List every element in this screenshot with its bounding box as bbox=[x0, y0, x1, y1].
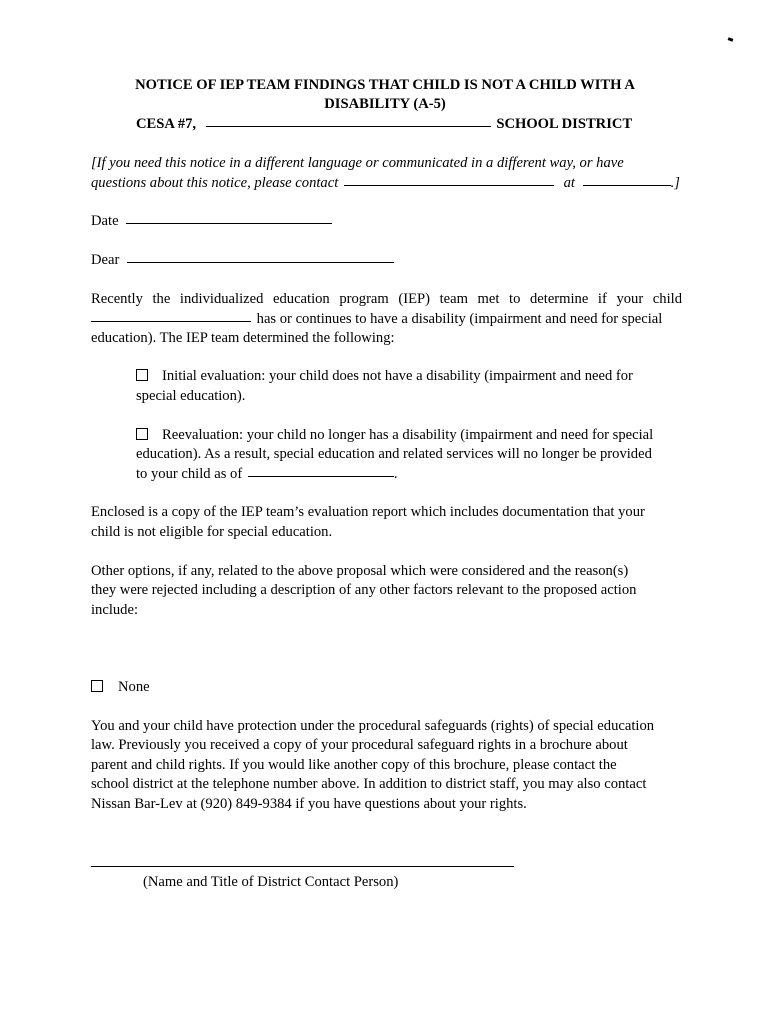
school-district-label: SCHOOL DISTRICT bbox=[496, 116, 633, 132]
other-options-line-1: Other options, if any, related to the above proposal which were considered and the reason(s) bbox=[91, 563, 629, 579]
reevaluation-checkbox[interactable] bbox=[136, 428, 148, 440]
safeguards-line-5: Nissan Bar-Lev at (920) 849-9384 if you have questions about your rights. bbox=[91, 796, 527, 812]
none-checkbox[interactable] bbox=[91, 680, 103, 692]
contact-phone-blank[interactable] bbox=[583, 184, 671, 186]
initial-evaluation-checkbox[interactable] bbox=[136, 369, 148, 381]
reevaluation-option: Reevaluation: your child no longer has a disability (impairment and need for special bbox=[136, 427, 653, 444]
intro-line-3: education). The IEP team determined the following: bbox=[91, 330, 395, 346]
language-notice-line-2: questions about this notice, please contact at .] bbox=[91, 175, 680, 191]
signature-caption: (Name and Title of District Contact Person) bbox=[143, 874, 399, 890]
language-notice-line-1: [If you need this notice in a different language or communicated in a different way, or have bbox=[91, 155, 624, 171]
other-options-line-2: they were rejected including a description of any other factors relevant to the proposed action bbox=[91, 582, 637, 598]
title-line-1: NOTICE OF IEP TEAM FINDINGS THAT CHILD IS NOT A CHILD WITH A bbox=[135, 77, 635, 93]
signature-line[interactable] bbox=[91, 866, 514, 867]
safeguards-line-2: law. Previously you received a copy of your procedural safeguard rights in a brochure about bbox=[91, 737, 628, 753]
school-district-blank[interactable] bbox=[206, 125, 491, 127]
services-end-date-blank[interactable] bbox=[248, 475, 394, 477]
cesa-line bbox=[136, 116, 632, 133]
child-name-blank[interactable] bbox=[91, 320, 251, 322]
title-line-2: DISABILITY (A-5) bbox=[324, 96, 446, 112]
none-option: None bbox=[91, 679, 150, 696]
cesa-label: CESA #7, bbox=[136, 116, 197, 132]
safeguards-line-1: You and your child have protection under the procedural safeguards (rights) of special education bbox=[91, 718, 655, 734]
enclosed-line-2: child is not eligible for special education. bbox=[91, 524, 333, 540]
reevaluation-line-2: education). As a result, special education and related services will no longer be provided bbox=[136, 446, 652, 462]
safeguards-line-4: school district at the telephone number above. In addition to district staff, you may also contact bbox=[91, 776, 647, 792]
other-options-line-3: include: bbox=[91, 602, 139, 618]
dear-label: Dear bbox=[91, 252, 120, 268]
contact-blank[interactable] bbox=[344, 184, 554, 186]
intro-line-1: Recently the individualized education program (IEP) team met to determine if your child bbox=[91, 291, 682, 307]
intro-line-2: has or continues to have a disability (impairment and need for special bbox=[91, 311, 682, 328]
corner-mark bbox=[728, 37, 734, 42]
date-label: Date bbox=[91, 213, 119, 229]
safeguards-line-3: parent and child rights. If you would like another copy of this brochure, please contact the bbox=[91, 757, 617, 773]
dear-blank[interactable] bbox=[127, 261, 394, 263]
date-blank[interactable] bbox=[126, 222, 332, 224]
dear-line bbox=[91, 252, 394, 269]
date-line bbox=[91, 213, 332, 230]
initial-evaluation-option: Initial evaluation: your child does not have a disability (impairment and need for bbox=[136, 368, 633, 385]
initial-evaluation-line-2: special education). bbox=[136, 388, 246, 404]
reevaluation-line-3: to your child as of . bbox=[136, 466, 398, 482]
enclosed-line-1: Enclosed is a copy of the IEP team’s evaluation report which includes documentation that your bbox=[91, 504, 645, 520]
